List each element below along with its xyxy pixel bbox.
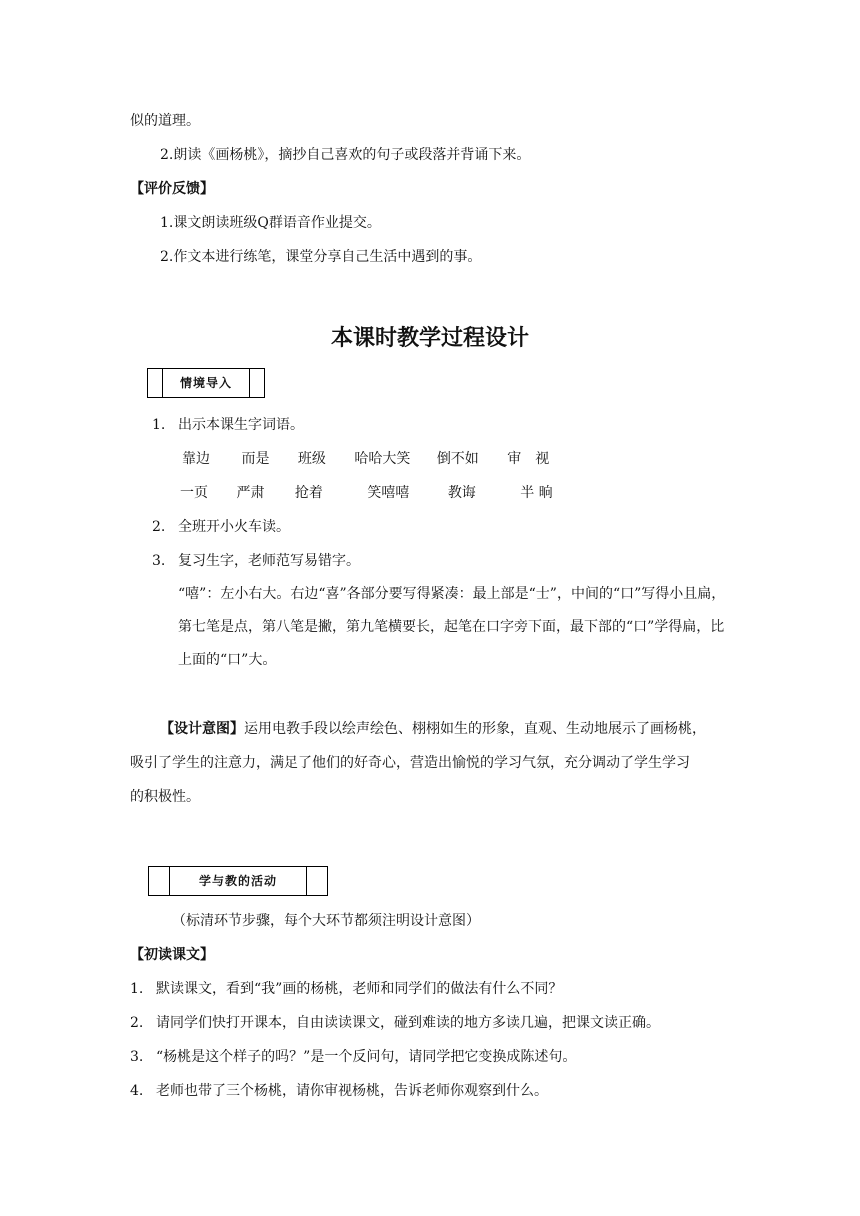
list-text: 默读课文，看到“我”画的杨桃，老师和同学们的做法有什么不同？ xyxy=(156,981,563,997)
list-item xyxy=(130,1016,660,1030)
box-right-cap xyxy=(249,369,264,397)
vocab-word: 哈哈大笑 xyxy=(354,451,411,467)
vocab-word: 靠边 xyxy=(182,451,210,467)
feedback-item-2: 2.作文本进行练笔，课堂分享自己生活中遇到的事。 xyxy=(160,249,482,265)
vocab-word: 审 视 xyxy=(507,451,550,467)
homework-item-2: 2.朗读《画杨桃》，摘抄自己喜欢的句子或段落并背诵下来。 xyxy=(160,147,531,163)
box-left-cap xyxy=(148,369,163,397)
vocab-word: 教诲 xyxy=(447,485,476,501)
list-item xyxy=(130,982,562,996)
design-intent-text: 运用电教手段以绘声绘色、栩栩如生的形象，直观、生动地展示了画杨桃， xyxy=(244,721,706,737)
section-label: 学与教的活动 xyxy=(198,874,277,888)
vocab-word: 而是 xyxy=(241,451,270,467)
sub-heading: 【初读课文】 xyxy=(130,947,214,963)
list-item xyxy=(130,1084,548,1098)
vocab-word: 半 晌 xyxy=(520,485,553,501)
list-number: 2. xyxy=(152,519,166,535)
vocab-row-2 xyxy=(180,486,570,500)
vocab-word: 班级 xyxy=(297,451,326,467)
design-intent-line-2: 吸引了学生的注意力，满足了他们的好奇心，营造出愉悦的学习气氛，充分调动了学生学习 xyxy=(130,755,690,771)
section-label: 情境导入 xyxy=(179,376,232,390)
list-number: 3. xyxy=(152,553,166,569)
instruction-note: （标清环节步骤，每个大环节都须注明设计意图） xyxy=(172,913,480,929)
list-text: 老师也带了三个杨桃，请你审视杨桃，告诉老师你观察到什么。 xyxy=(156,1083,548,1099)
list-text: 请同学们快打开课本，自由读读课文，碰到难读的地方多读几遍，把课文读正确。 xyxy=(156,1015,660,1031)
feedback-heading: 【评价反馈】 xyxy=(130,181,214,197)
list-item xyxy=(152,520,290,534)
vocab-word: 严肃 xyxy=(236,485,265,501)
vocab-word: 一页 xyxy=(180,485,208,501)
list-text: 复习生字，老师范写易错字。 xyxy=(178,553,360,569)
character-explanation: “嘻”：左小右大。右边“喜”各部分要写得紧凑：最上部是“士”，中间的“口”写得小且扁，第七笔是点，第八笔是撇，第九笔横要长，起笔在口字旁下面，最下部的“口”学得扁，比上面的“口”大。 xyxy=(178,586,726,668)
list-text: 全班开小火车读。 xyxy=(178,519,290,535)
list-item xyxy=(130,1050,576,1064)
design-intent-label: 【设计意图】 xyxy=(160,721,244,737)
continuation-text: 似的道理。 xyxy=(130,113,200,129)
vocab-word: 笑嘻嘻 xyxy=(367,485,410,501)
box-left-cap xyxy=(149,867,170,895)
vocab-word: 倒不如 xyxy=(436,451,479,467)
design-intent-line-3: 的积极性。 xyxy=(130,789,200,805)
list-number: 3. xyxy=(130,1049,144,1065)
page-title: 本课时教学过程设计 xyxy=(330,326,529,351)
list-text: 出示本课生字词语。 xyxy=(178,417,304,433)
list-item xyxy=(152,554,360,568)
section-header-learning-activities xyxy=(148,866,328,896)
design-intent-line-1 xyxy=(160,722,706,736)
feedback-item-1: 1.课文朗读班级Q群语音作业提交。 xyxy=(160,215,381,231)
list-number: 2. xyxy=(130,1015,144,1031)
vocab-row-1 xyxy=(182,452,567,466)
vocab-word: 抢着 xyxy=(294,485,323,501)
section-header-scenario-intro xyxy=(147,368,265,398)
list-number: 1. xyxy=(152,417,166,433)
list-item xyxy=(152,418,304,432)
box-right-cap xyxy=(306,867,327,895)
list-number: 4. xyxy=(130,1083,144,1099)
list-text: “杨桃是这个样子的吗？”是一个反问句，请同学把它变换成陈述句。 xyxy=(156,1049,577,1065)
list-number: 1. xyxy=(130,981,144,997)
